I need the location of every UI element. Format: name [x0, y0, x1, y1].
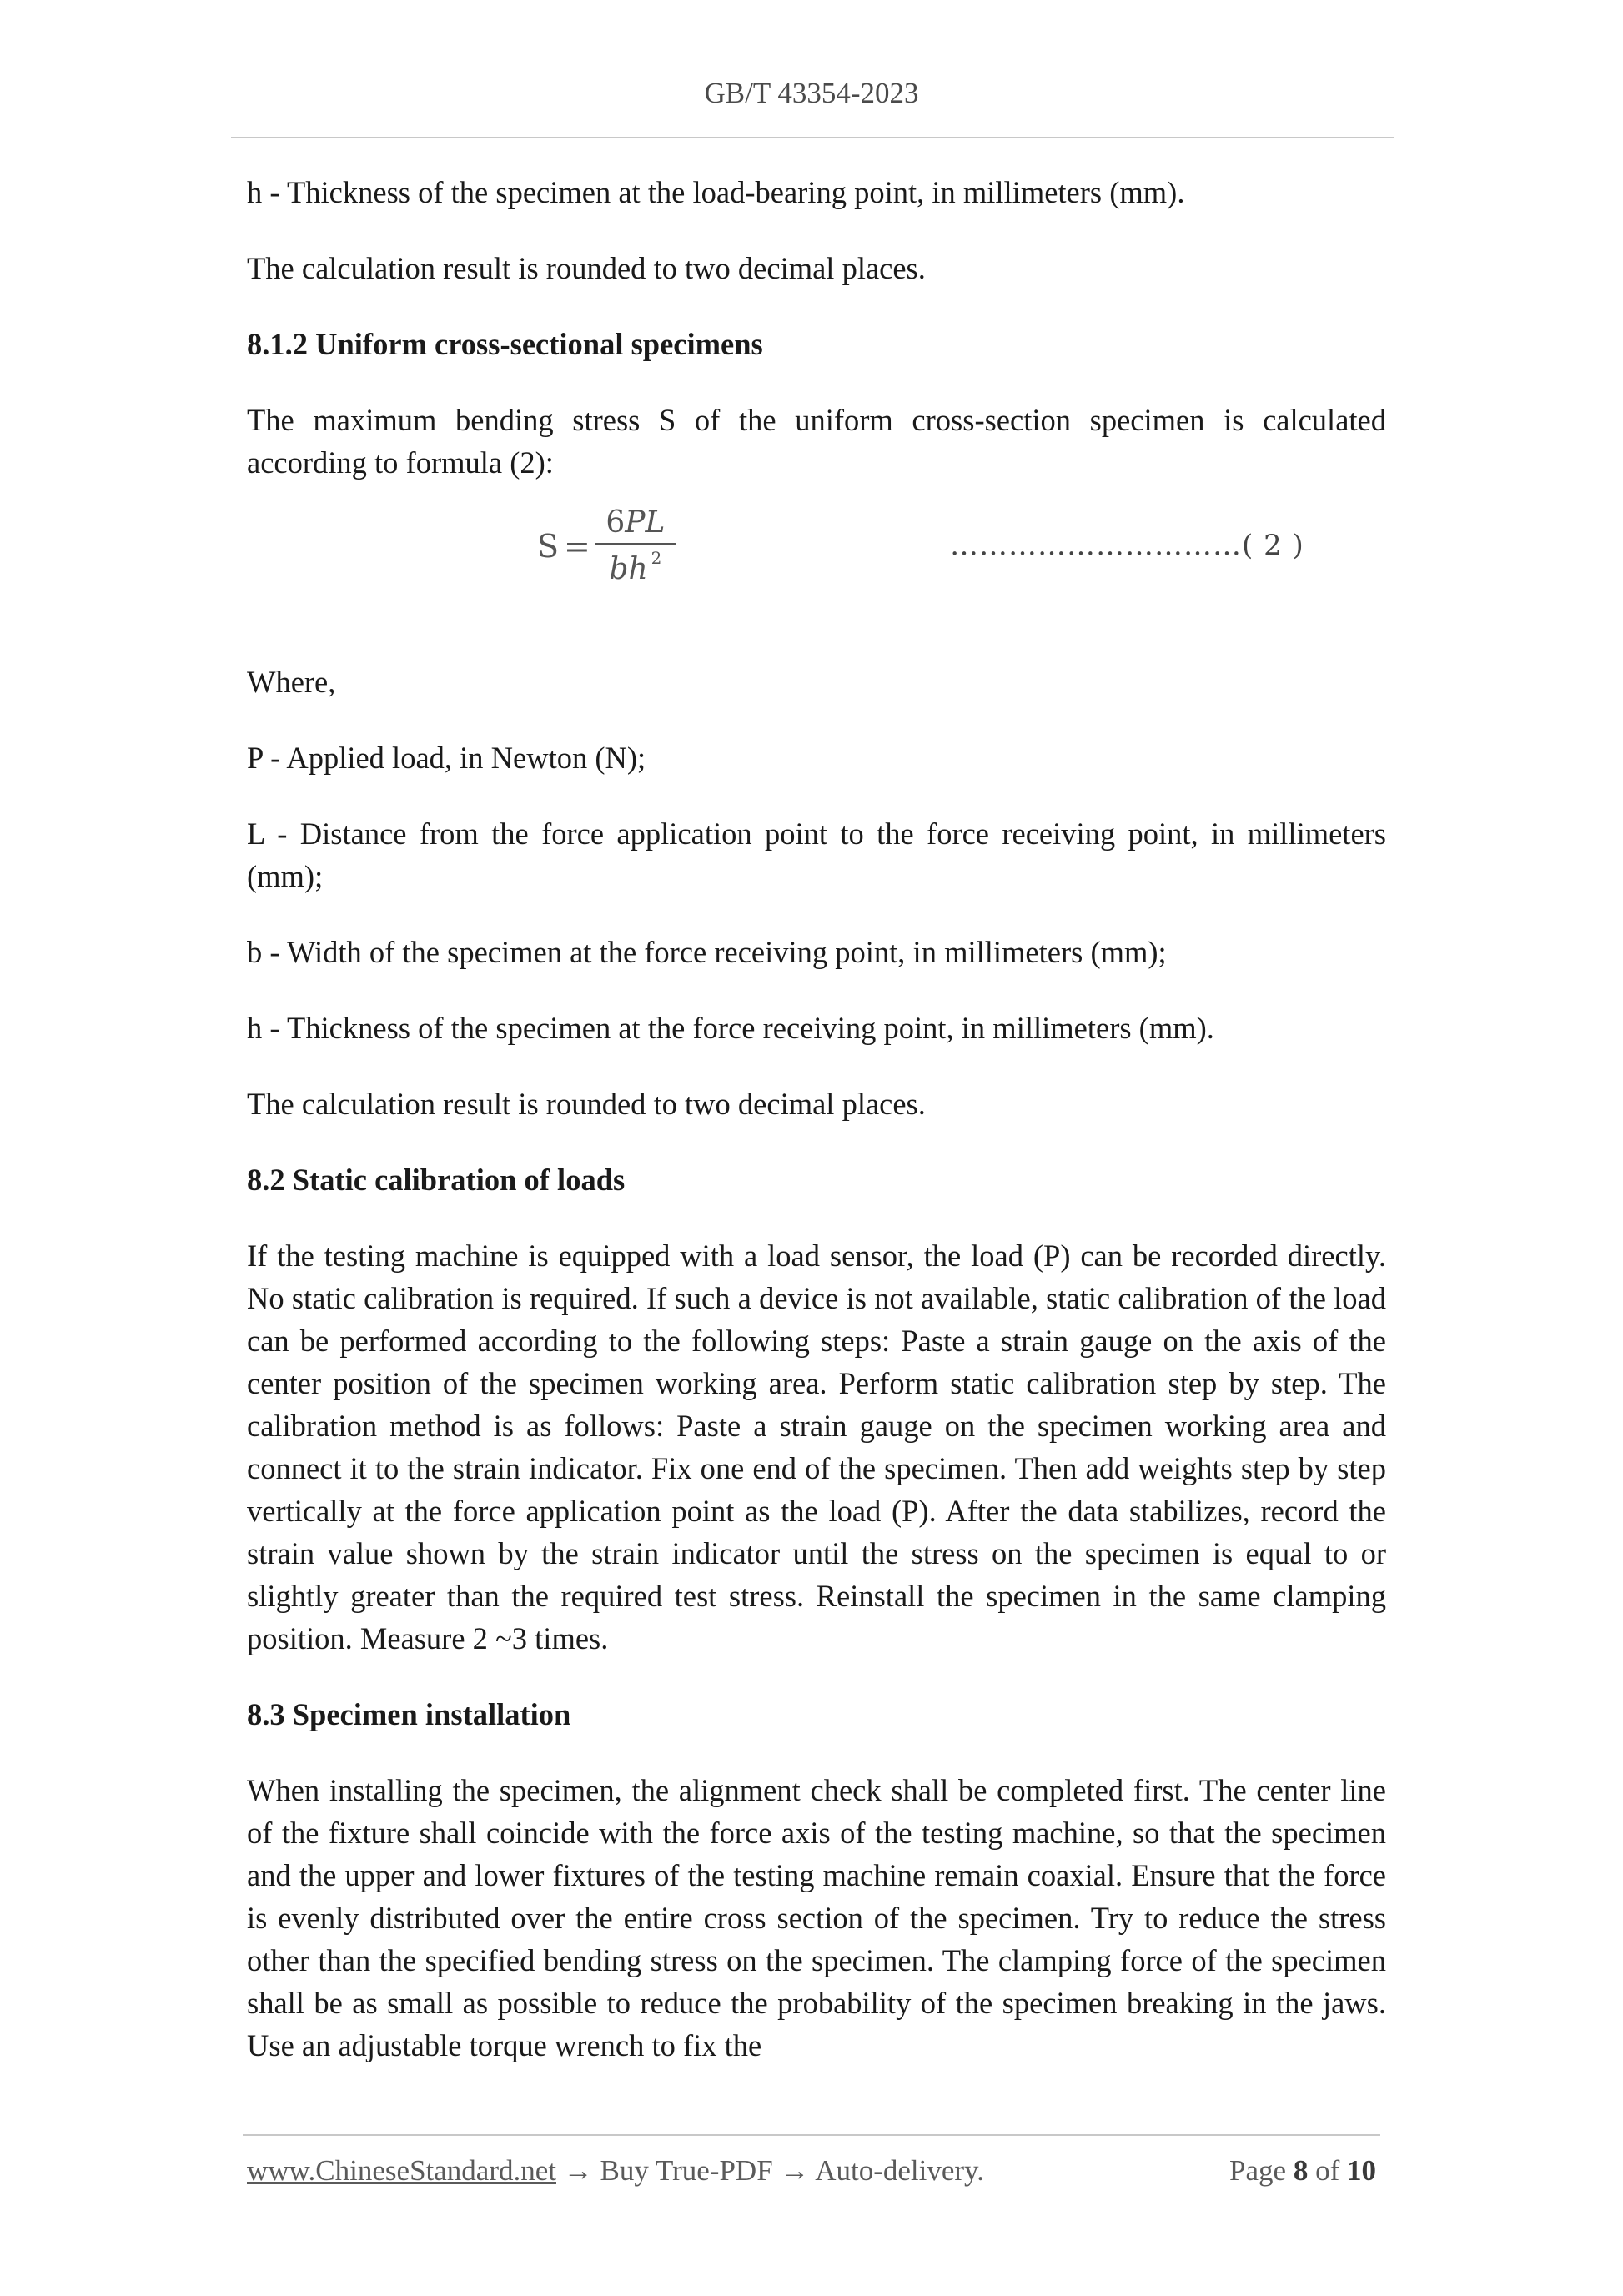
definition-P: P - Applied load, in Newton (N);: [247, 741, 646, 775]
where-label: Where,: [247, 665, 336, 699]
definition-b: b - Width of the specimen at the force receiving point, in millimeters (mm);: [247, 935, 1167, 969]
page-label: Page: [1229, 2154, 1287, 2187]
formula-denominator: [609, 545, 661, 586]
document-body: [247, 171, 1386, 2067]
formula-numerator: [600, 505, 670, 543]
numerator-digit: 6: [605, 505, 626, 540]
rounding-note: The calculation result is rounded to two decimal places.: [247, 251, 926, 285]
formula-fraction: [595, 505, 676, 586]
page-indicator: [1229, 2154, 1376, 2188]
page-total: 10: [1347, 2154, 1376, 2187]
formula-intro-paragraph: The maximum bending stress S of the uniform cross-section specimen is calculated according to formula (2):: [247, 403, 1386, 480]
formula-lhs: S: [537, 527, 560, 565]
specimen-installation-paragraph: When installing the specimen, the alignment check shall be completed first. The center line of the fixture shall coincide with the force axis of the testing machine, so that the specimen and the upper and lower fixtures of the testing machine remain coaxial. Ensure that the force is evenly distributed over the entire cross section of the specimen. Try to reduce the stress other than the specified bending stress on the specimen. The clamping force of the specimen shall be as small as possible to reduce the probability of the specimen breaking in the jaws. Use an adjustable torque wrench to fix the: [247, 1773, 1386, 2062]
formula-equals: =: [564, 527, 590, 565]
bending-stress-formula: [537, 505, 676, 586]
numerator-vars: PL: [625, 505, 666, 540]
denominator-exponent: 2: [651, 548, 662, 568]
formula-2-block: [247, 484, 1386, 661]
page-current: 8: [1293, 2154, 1309, 2187]
equation-number: …………………………( 2 ): [950, 529, 1304, 562]
header-divider: [231, 137, 1394, 138]
denominator-vars: bh: [609, 552, 648, 586]
footer-divider: [243, 2134, 1380, 2136]
definition-h-load-bearing: h - Thickness of the specimen at the load-bearing point, in millimeters (mm).: [247, 175, 1185, 209]
footer-promo: [247, 2154, 984, 2187]
page-footer: [247, 2154, 1386, 2188]
section-heading-8-3: 8.3 Specimen installation: [247, 1697, 571, 1731]
section-heading-8-2: 8.2 Static calibration of loads: [247, 1163, 626, 1197]
rounding-note-2: The calculation result is rounded to two decimal places.: [247, 1087, 926, 1121]
static-calibration-paragraph: If the testing machine is equipped with a load sensor, the load (P) can be recorded directly. No static calibration is required. If such a device is not available, static calibration of the load can be performed according to the following steps: Paste a strain gauge on the axis of the center position of the specimen working area. Perform static calibration step by step. The calibration method is as follows: Paste a strain gauge on the specimen working area and connect it to the strain indicator. Fix one end of the specimen. Then add weights step by step vertically at the force application point as the load (P). After the data stabilizes, record the strain value shown by the strain indicator until the stress on the specimen is equal to or slightly greater than the required test stress. Reinstall the specimen in the same clamping position. Measure 2 ~3 times.: [247, 1238, 1386, 1655]
footer-promo-text: → Buy True-PDF → Auto-delivery.: [556, 2154, 985, 2187]
page-header-title: GB/T 43354-2023: [704, 77, 919, 109]
definition-h: h - Thickness of the specimen at the force receiving point, in millimeters (mm).: [247, 1011, 1214, 1045]
definition-L: L - Distance from the force application point to the force receiving point, in millimeters (mm);: [247, 816, 1386, 893]
section-heading-8-1-2: 8.1.2 Uniform cross-sectional specimens: [247, 327, 763, 361]
of-label: of: [1315, 2154, 1340, 2187]
chinesestandard-link[interactable]: www.ChineseStandard.net: [247, 2154, 556, 2187]
